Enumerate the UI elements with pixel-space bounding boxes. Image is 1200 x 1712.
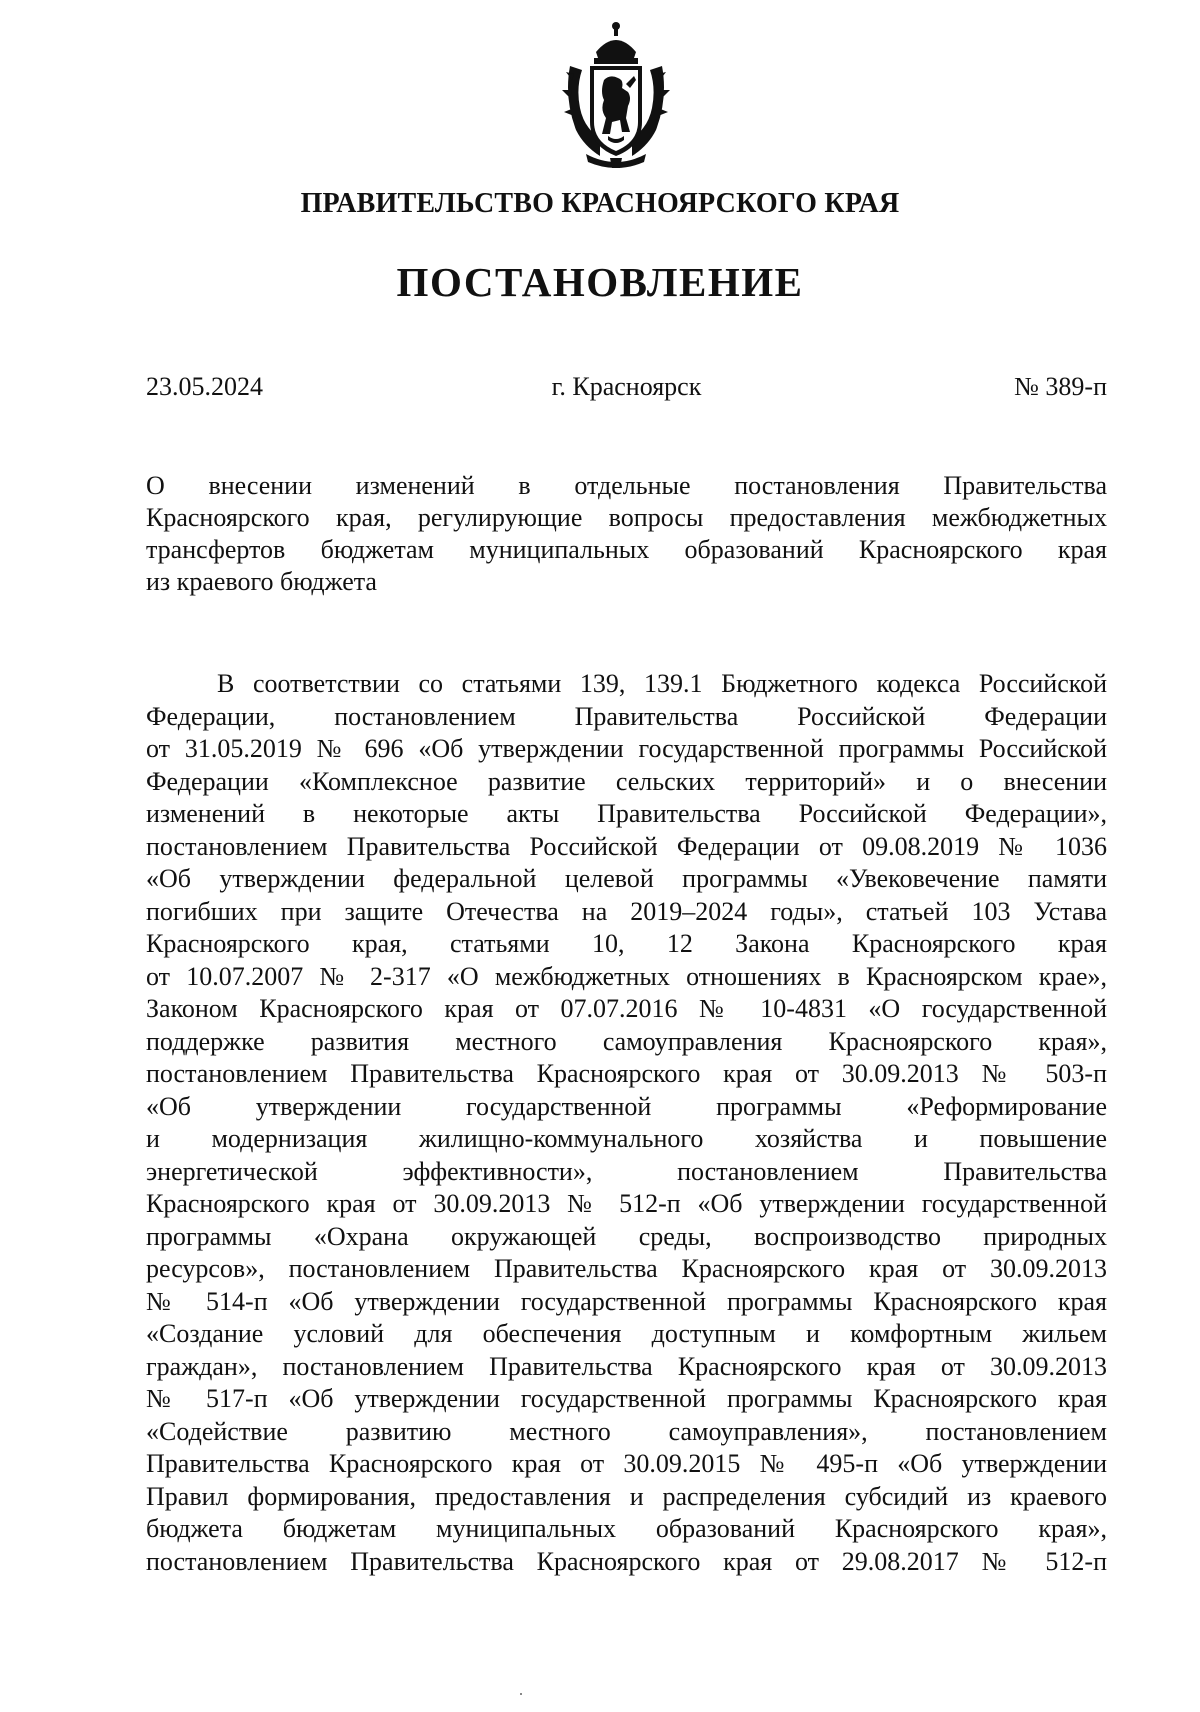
body-line: «Об утверждении государственной программы «Реформирование — [146, 1091, 1107, 1121]
body-line-text: В соответствии со статьями 139, 139.1 Бюджетного кодекса Российской — [217, 669, 1107, 698]
body-line: Красноярского края от 30.09.2013 № 512-п «Об утверждении государственной — [146, 1189, 1107, 1218]
document-number: № 389-п — [1014, 372, 1107, 401]
body-line: «Создание условий для обеспечения доступным и комфортным жильем — [146, 1319, 1107, 1348]
body-line: Федерации «Комплексное развитие сельских территорий» и о внесении — [146, 766, 1107, 796]
body-line: и модернизация жилищно-коммунального хозяйства и повышение — [146, 1124, 1107, 1153]
document-body — [146, 668, 1107, 1578]
subject-line: Красноярского края, регулирующие вопросы предоставления межбюджетных — [146, 503, 1107, 532]
body-line: постановлением Правительства Красноярского края от 29.08.2017 № 512-п — [146, 1546, 1107, 1576]
body-line: бюджета бюджетам муниципальных образований Красноярского края», — [146, 1514, 1107, 1543]
coat-of-arms-icon — [560, 18, 672, 170]
body-line: «Содействие развитию местного самоуправления», постановлением — [146, 1416, 1107, 1446]
body-line: № 514-п «Об утверждении государственной программы Красноярского края — [146, 1286, 1107, 1316]
document-city: г. Красноярск — [551, 372, 702, 401]
document-meta — [146, 372, 1107, 406]
body-line: граждан», постановлением Правительства Красноярского края от 30.09.2013 — [146, 1351, 1107, 1381]
body-line-first — [146, 668, 1107, 701]
document-subject — [146, 470, 1107, 598]
subject-line: трансфертов бюджетам муниципальных образований Красноярского края — [146, 535, 1107, 564]
body-line: Правительства Красноярского края от 30.09.2015 № 495-п «Об утверждении — [146, 1449, 1107, 1478]
body-line: от 31.05.2019 № 696 «Об утверждении государственной программы Российской — [146, 734, 1107, 763]
body-line: погибших при защите Отечества на 2019–2024 годы», статьей 103 Устава — [146, 896, 1107, 926]
body-line: № 517-п «Об утверждении государственной программы Красноярского края — [146, 1384, 1107, 1413]
body-line: постановлением Правительства Российской Федерации от 09.08.2019 № 1036 — [146, 831, 1107, 861]
document-type-title: ПОСТАНОВЛЕНИЕ — [396, 259, 804, 305]
body-line: от 10.07.2007 № 2-317 «О межбюджетных отношениях в Красноярском крае», — [146, 961, 1107, 991]
body-line: поддержке развития местного самоуправления Красноярского края», — [146, 1026, 1107, 1056]
organization-title: ПРАВИТЕЛЬСТВО КРАСНОЯРСКОГО КРАЯ — [300, 188, 900, 219]
subject-line: О внесении изменений в отдельные постановления Правительства — [146, 471, 1107, 500]
body-line: Правил формирования, предоставления и распределения субсидий из краевого — [146, 1481, 1107, 1511]
body-line: «Об утверждении федеральной целевой программы «Увековечение памяти — [146, 864, 1107, 893]
body-line: энергетической эффективности», постановлением Правительства — [146, 1156, 1107, 1186]
body-line: программы «Охрана окружающей среды, воспроизводство природных — [146, 1221, 1107, 1251]
body-line: Федерации, постановлением Правительства Российской Федерации — [146, 701, 1107, 731]
body-line: изменений в некоторые акты Правительства Российской Федерации», — [146, 799, 1107, 828]
body-line: Законом Красноярского края от 07.07.2016 № 10-4831 «О государственной — [146, 994, 1107, 1023]
scan-dot — [520, 1693, 522, 1695]
document-date: 23.05.2024 — [146, 372, 263, 401]
subject-line: из краевого бюджета — [146, 567, 377, 596]
body-line: ресурсов», постановлением Правительства Красноярского края от 30.09.2013 — [146, 1254, 1107, 1283]
body-line: Красноярского края, статьями 10, 12 Закона Красноярского края — [146, 929, 1107, 958]
body-line: постановлением Правительства Красноярского края от 30.09.2013 № 503-п — [146, 1059, 1107, 1088]
